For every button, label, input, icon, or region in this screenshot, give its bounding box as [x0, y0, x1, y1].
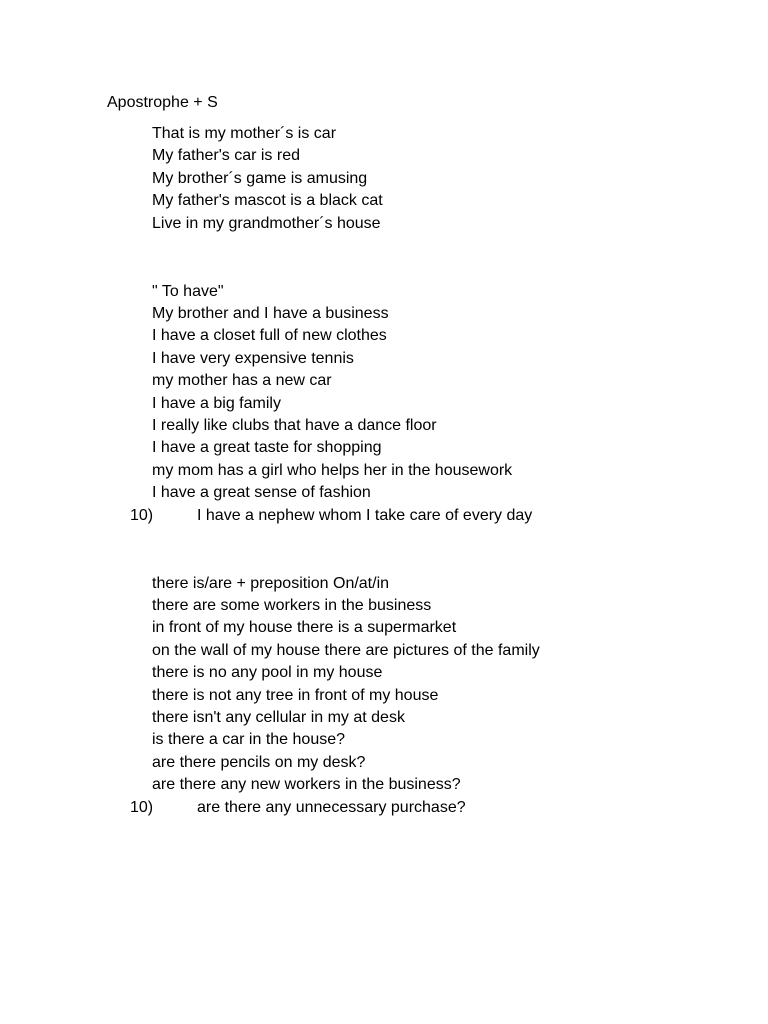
item-text: are there any unnecessary purchase? [197, 798, 466, 816]
item-text: That is my mother´s is car [152, 125, 337, 142]
item-text: I have a great sense of fashion [152, 484, 371, 502]
item-text: are there any new workers in the business? [152, 776, 461, 794]
section-title-to-have: " To have" [152, 283, 224, 300]
section-title-there-is-are: there is/are + preposition On/at/in [152, 575, 390, 592]
item-text: I have a closet full of new clothes [152, 327, 387, 345]
item-text: there are some workers in the business [152, 597, 432, 614]
item-text: my mom has a girl who helps her in the housework [152, 461, 513, 479]
item-text: there is not any tree in front of my house [152, 686, 439, 704]
item-text: in front of my house there is a supermarket [152, 619, 457, 637]
item-text: I really like clubs that have a dance floor [152, 416, 437, 434]
item-text: there isn't any cellular in my at desk [152, 708, 405, 726]
item-text: on the wall of my house there are pictures of the family [152, 641, 540, 659]
item-text: My brother´s game is amusing [152, 169, 368, 187]
item-text: is there a car in the house? [152, 731, 346, 749]
item-text: I have very expensive tennis [152, 349, 354, 367]
item-text: are there pencils on my desk? [152, 753, 366, 771]
item-text: My father's car is red [152, 147, 300, 165]
item-text: My father's mascot is a black cat [152, 192, 383, 210]
item-number: 10) [130, 798, 154, 816]
item-text: my mother has a new car [152, 372, 332, 390]
item-text: Live in my grandmother´s house [152, 214, 381, 232]
item-text: My brother and I have a business [152, 305, 389, 322]
item-text: I have a nephew whom I take care of every day [197, 506, 533, 524]
item-text: I have a big family [152, 394, 281, 412]
item-text: there is no any pool in my house [152, 664, 383, 682]
section-title-apostrophe: Apostrophe + S [107, 94, 218, 111]
item-text: I have a great taste for shopping [152, 439, 382, 457]
item-number: 10) [130, 506, 154, 524]
